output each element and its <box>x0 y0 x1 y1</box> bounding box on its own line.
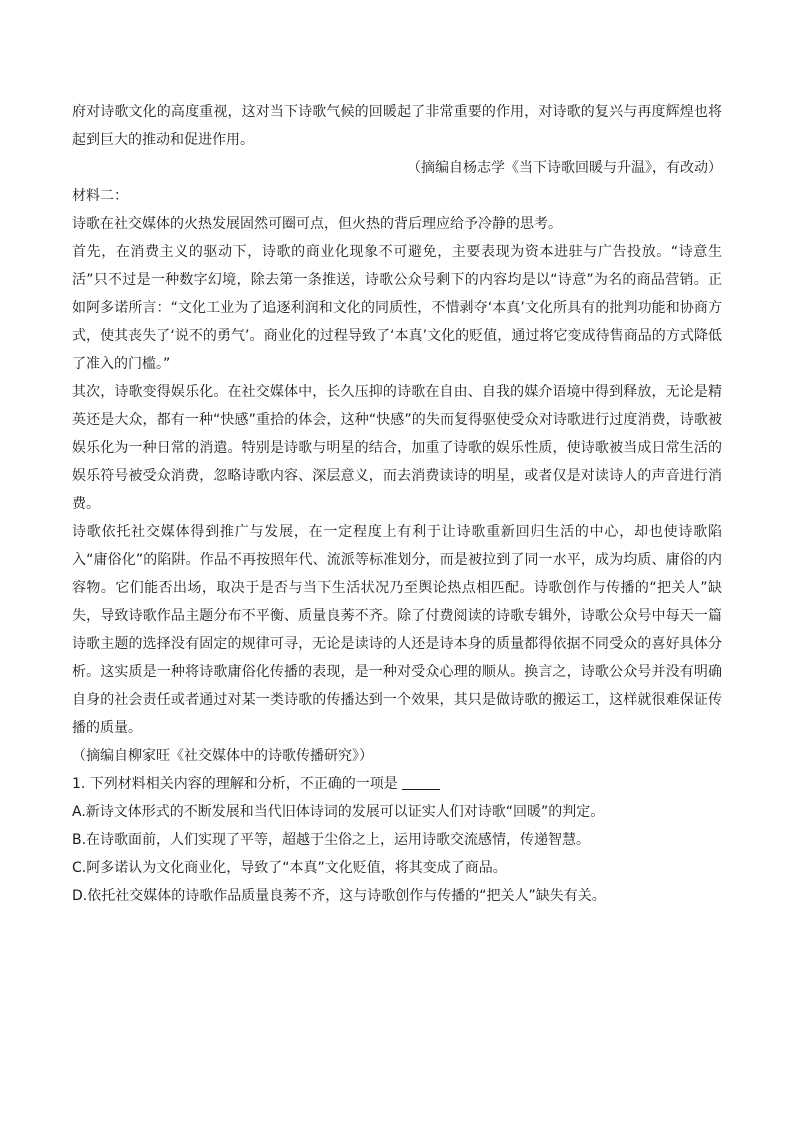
answer-blank <box>402 775 440 790</box>
option-b: B.在诗歌面前，人们实现了平等，超越于尘俗之上，运用诗歌交流感情，传递智慧。 <box>72 832 591 848</box>
paragraph-vulgarization: 诗歌依托社交媒体得到推广与发展，在一定程度上有利于让诗歌重新回归生活的中心，却也使诗歌陷入“庸俗化”的陷阱。作品不再按照年代、流派等标准划分，而是被拉到了同一水平，成为均质、庸俗的内容物。它们能否出场，取决于是否与当下生活状况乃至舆论热点相匹配。诗歌创作与传播的“把关人”缺失，导致诗歌作品主题分布不平衡、质量良莠不齐。除了付费阅读的诗歌专辑外，诗歌公众号中每天一篇诗歌主题的选择没有固定的规律可寻，无论是读诗的人还是诗本身的质量都得依据不同受众的喜好具体分析。这实质是一种将诗歌庸俗化传播的表现，是一种对受众心理的顺从。换言之，诗歌公众号并没有明确自身的社会责任或者通过对某一类诗歌的传播达到一个效果，其只是做诗歌的搬运工，这样就很难保证传播的质量。 <box>72 524 722 736</box>
question-1 <box>72 770 722 798</box>
question-1-text: 1. 下列材料相关内容的理解和分析，不正确的一项是 <box>72 776 398 792</box>
paragraph-entertainment: 其次，诗歌变得娱乐化。在社交媒体中，长久压抑的诗歌在自由、自我的媒介语境中得到释放，无论是精英还是大众，都有一种“快感”重拾的体会，这种“快感”的失而复得驱使受众对诗歌进行过度消费，诗歌被娱乐化为一种日常的消遣。特别是诗歌与明星的结合，加重了诗歌的娱乐性质，使诗歌被当成日常生活的娱乐符号被受众消费，忽略诗歌内容、深层意义，而去消费读诗的明星，或者仅是对读诗人的声音进行消费。 <box>72 384 722 512</box>
option-c: C.阿多诺认为文化商业化，导致了“本真”文化贬值，将其变成了商品。 <box>72 860 507 876</box>
paragraph-intro: 诗歌在社交媒体的火热发展固然可圈可点，但火热的背后理应给予冷静的思考。 <box>72 216 562 232</box>
document-page <box>72 98 722 910</box>
material-2-heading: 材料二： <box>72 188 128 204</box>
source-citation-1: （摘编自杨志学《当下诗歌回暖与升温》，有改动） <box>407 160 722 176</box>
source-citation-2: （摘编自柳家旺《社交媒体中的诗歌传播研究》） <box>72 748 373 764</box>
paragraph-commercialization: 首先，在消费主义的驱动下，诗歌的商业化现象不可避免，主要表现为资本进驻与广告投放。“诗意生活”只不过是一种数字幻境，除去第一条推送，诗歌公众号剩下的内容均是以“诗意”为名的商品营销。正如阿多诺所言：“文化工业为了追逐利润和文化的同质性，不惜剥夺‘本真’文化所具有的批判功能和协商方式，使其丧失了‘说不的勇气’。商业化的过程导致了‘本真’文化的贬值，通过将它变成待售商品的方式降低了准入的门槛。” <box>72 244 722 372</box>
option-a: A.新诗文体形式的不断发展和当代旧体诗词的发展可以证实人们对诗歌“回暖”的判定。 <box>72 804 605 820</box>
option-d: D.依托社交媒体的诗歌作品质量良莠不齐，这与诗歌创作与传播的“把关人”缺失有关。 <box>72 888 606 904</box>
paragraph-continuation: 府对诗歌文化的高度重视，这对当下诗歌气候的回暖起了非常重要的作用，对诗歌的复兴与再度辉煌也将起到巨大的推动和促进作用。 <box>72 104 722 148</box>
